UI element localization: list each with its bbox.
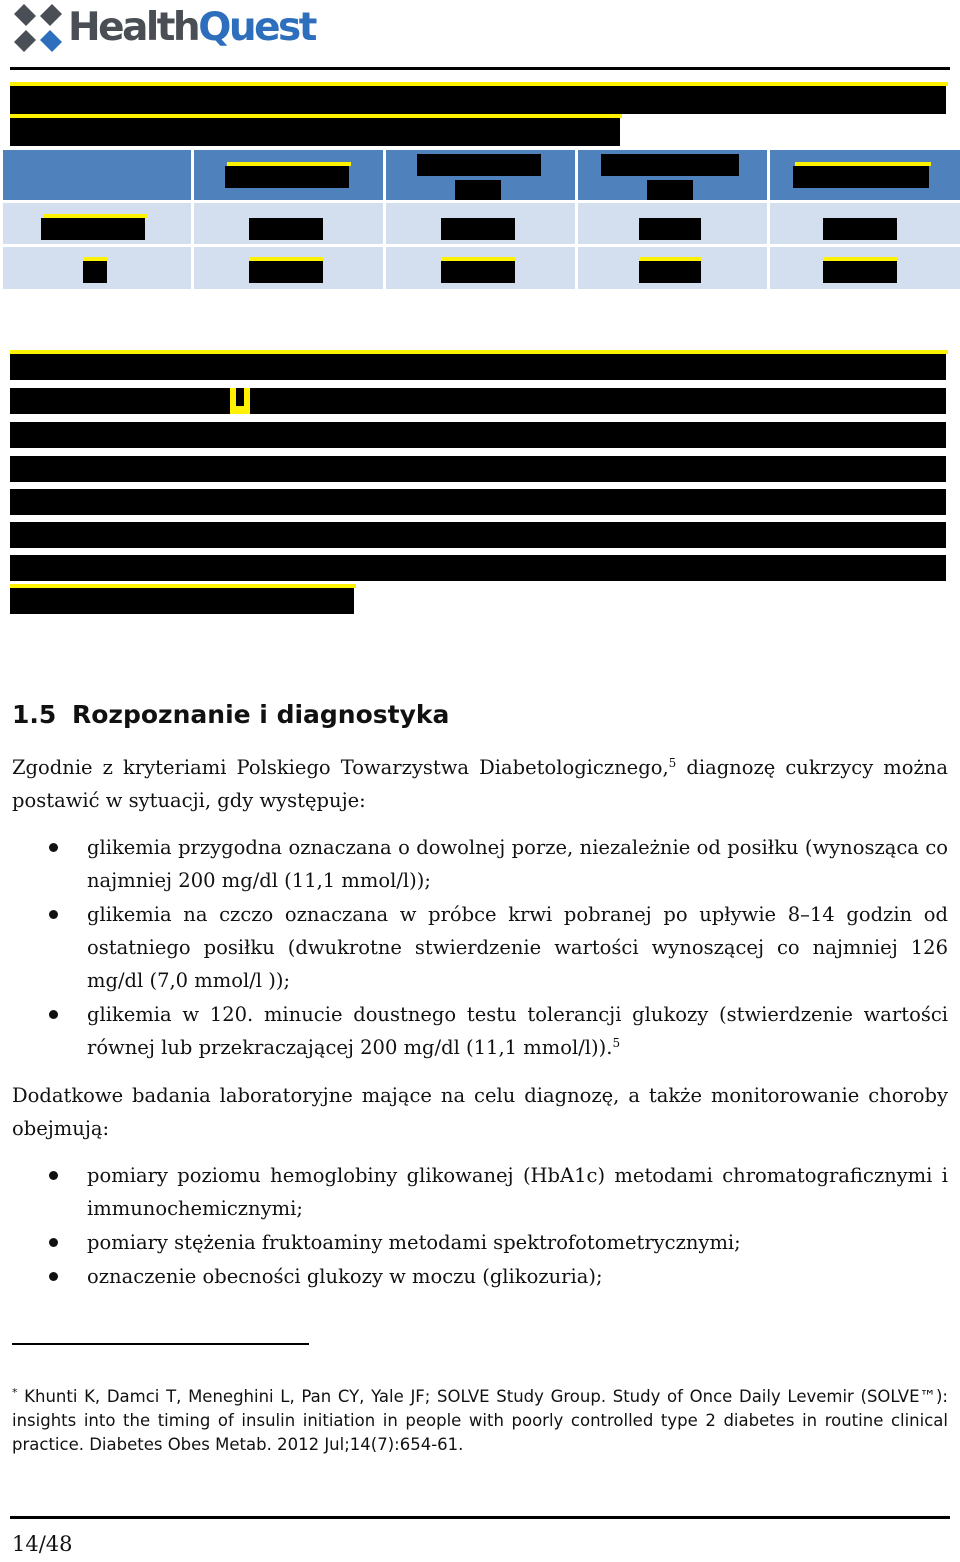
redacted-text bbox=[10, 86, 946, 114]
intro-tail: diagnozę cukrzycy można postawić w sytuacji, gdy występuje: bbox=[12, 756, 948, 812]
healthquest-logo bbox=[12, 2, 315, 56]
redacted-cell bbox=[441, 261, 515, 283]
list-item bbox=[12, 1226, 948, 1259]
redacted-cell bbox=[417, 154, 541, 176]
redacted-cell bbox=[249, 218, 323, 240]
redacted-cell bbox=[823, 218, 897, 240]
column-divider bbox=[191, 150, 194, 290]
list-item-text: pomiary poziomu hemoglobiny glikowanej (HbA1c) metodami chromatograficznymi i immunochemicznymi; bbox=[87, 1164, 948, 1220]
criteria-list bbox=[12, 831, 948, 1065]
list-item-text: glikemia na czczo oznaczana w próbce krwi pobranej po upływie 8–14 godzin od ostatniego posiłku (dwukrotne stwierdzenie wartości wynoszącej co najmniej 126 mg/dl (7,0 mmol/l )); bbox=[87, 903, 948, 992]
redacted-text bbox=[10, 522, 946, 548]
list-item bbox=[12, 831, 948, 897]
redacted-text bbox=[10, 388, 230, 414]
list-item bbox=[12, 898, 948, 997]
logo-wordmark bbox=[68, 4, 315, 52]
redacted-cell bbox=[249, 261, 323, 283]
redacted-cell bbox=[83, 261, 107, 283]
redacted-cell bbox=[455, 180, 501, 200]
redacted-table bbox=[3, 150, 960, 290]
reference-marker: 5 bbox=[668, 756, 677, 770]
page-number: 14/48 bbox=[12, 1532, 73, 1556]
footnote-rule bbox=[12, 1343, 309, 1345]
redacted-text bbox=[10, 422, 946, 448]
column-divider bbox=[575, 150, 578, 290]
redacted-cell bbox=[639, 261, 701, 283]
redacted-cell bbox=[441, 218, 515, 240]
redacted-text bbox=[10, 555, 946, 581]
logo-mark-icon bbox=[12, 2, 64, 54]
row-divider bbox=[3, 200, 960, 203]
bullet-icon bbox=[49, 1238, 58, 1247]
list-item bbox=[12, 1159, 948, 1225]
intro-paragraph bbox=[12, 751, 948, 817]
redacted-cell bbox=[647, 180, 693, 200]
lab-intro-paragraph: Dodatkowe badania laboratoryjne mające na celu diagnozę, a także monitorowanie choroby obejmują: bbox=[12, 1084, 948, 1140]
column-divider bbox=[383, 150, 386, 290]
redacted-cell bbox=[639, 218, 701, 240]
redacted-cell bbox=[601, 154, 739, 176]
header-rule bbox=[10, 67, 950, 70]
redacted-cell bbox=[41, 218, 145, 240]
section-number: 1.5 bbox=[12, 700, 57, 729]
brand-quest: Quest bbox=[198, 5, 315, 50]
redacted-text bbox=[10, 588, 354, 614]
redacted-text bbox=[250, 388, 946, 414]
intro-text: Zgodnie z kryteriami Polskiego Towarzystwa Diabetologicznego, bbox=[12, 756, 669, 779]
list-item-text: glikemia w 120. minucie doustnego testu tolerancji glukozy (stwierdzenie wartości równej lub przekraczającej 200 mg/dl (11,1 mmol/l)). bbox=[87, 1003, 948, 1059]
brand-health: Health bbox=[68, 5, 199, 50]
bullet-icon bbox=[49, 1272, 58, 1281]
column-divider bbox=[767, 150, 770, 290]
list-item-text: glikemia przygodna oznaczana o dowolnej porze, niezależnie od posiłku (wynosząca co najmniej 200 mg/dl (11,1 mmol/l)); bbox=[87, 836, 948, 892]
redacted-cell bbox=[823, 261, 897, 283]
footnote-marker: * bbox=[12, 1386, 18, 1399]
list-item bbox=[12, 998, 948, 1064]
redacted-text bbox=[10, 118, 620, 146]
redacted-text bbox=[236, 388, 244, 406]
redacted-text bbox=[10, 489, 946, 515]
list-item-text: pomiary stężenia fruktoaminy metodami spektrofotometrycznymi; bbox=[87, 1231, 741, 1254]
reference-marker: 5 bbox=[612, 1036, 621, 1050]
list-item bbox=[12, 1260, 948, 1293]
bullet-icon bbox=[49, 1010, 58, 1019]
list-item-text: oznaczenie obecności glukozy w moczu (glikozuria); bbox=[87, 1265, 603, 1288]
redacted-cell bbox=[225, 166, 349, 188]
footnote-text: Khunti K, Damci T, Meneghini L, Pan CY, Yale JF; SOLVE Study Group. Study of Once Daily Levemir (SOLVE™): insights into the timing of insulin initiation in people with poorly controlled type 2 diabetes in routine clinical practice. Diabetes Obes Metab. 2012 Jul;14(7):654-61. bbox=[12, 1387, 948, 1454]
bullet-icon bbox=[49, 910, 58, 919]
redacted-text bbox=[10, 354, 946, 380]
row-divider bbox=[3, 244, 960, 247]
bullet-icon bbox=[49, 1171, 58, 1180]
lab-tests-list bbox=[12, 1159, 948, 1294]
footer-rule bbox=[10, 1516, 950, 1519]
bullet-icon bbox=[49, 843, 58, 852]
section-heading bbox=[12, 700, 449, 729]
footnote bbox=[12, 1385, 948, 1457]
redacted-text bbox=[10, 456, 946, 482]
section-title: Rozpoznanie i diagnostyka bbox=[72, 700, 450, 729]
redacted-cell bbox=[793, 166, 929, 188]
